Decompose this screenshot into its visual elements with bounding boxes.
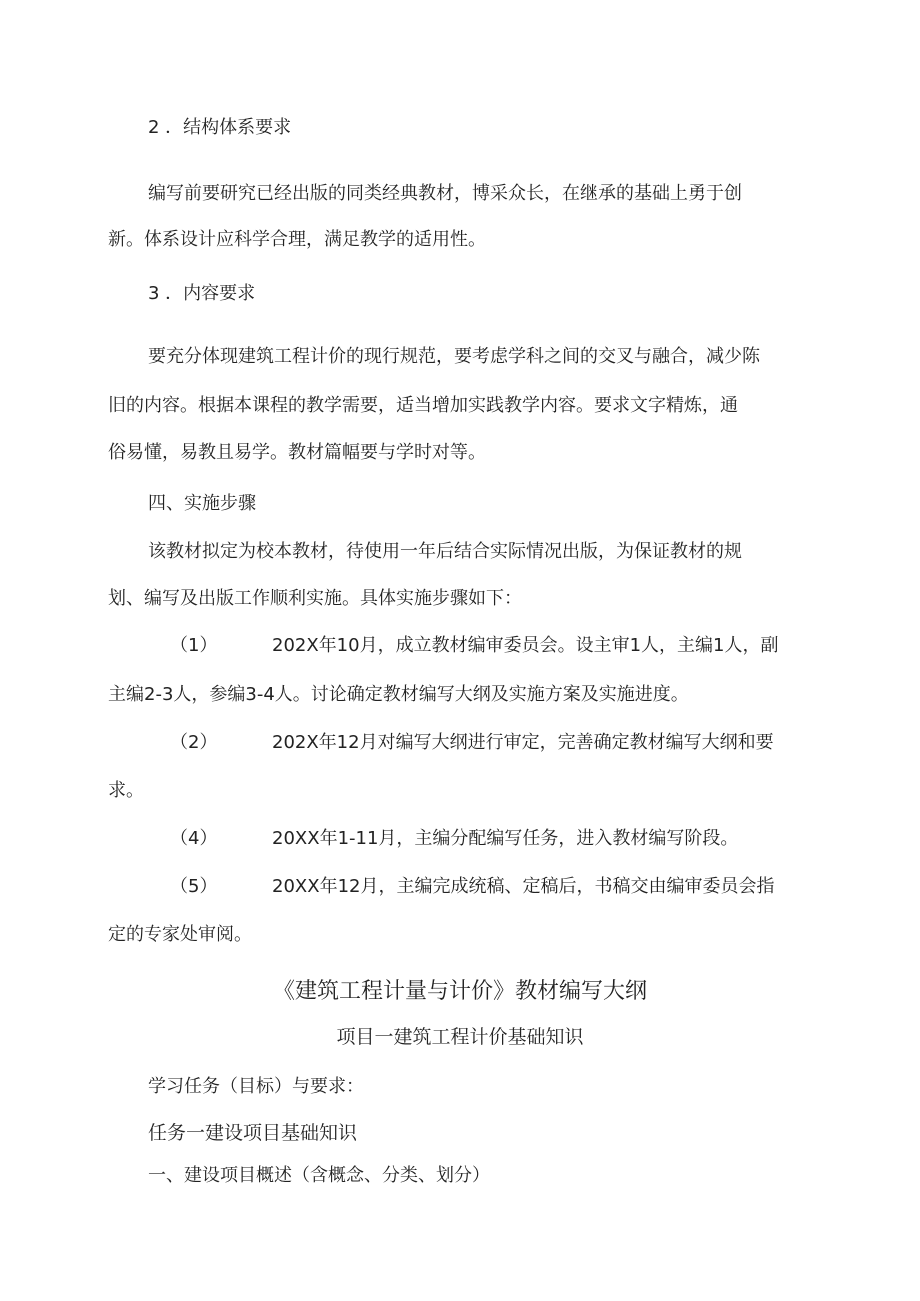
section-heading-content: 3 ．内容要求: [148, 283, 256, 304]
paragraph-line: 新。体系设计应科学合理，满足教学的适用性。: [108, 229, 486, 250]
section-heading-steps: 四、实施步骤: [148, 493, 256, 514]
step-text-continued: 求。: [108, 780, 144, 801]
paragraph-line: 俗易懂，易教且易学。教材篇幅要与学时对等。: [108, 442, 486, 463]
paragraph-line: 划、编写及出版工作顺利实施。具体实施步骤如下：: [108, 588, 522, 609]
step-text-continued: 定的专家处审阅。: [108, 924, 252, 945]
project-heading: 项目一建筑工程计价基础知识: [336, 1026, 584, 1048]
paragraph-line: 要充分体现建筑工程计价的现行规范，要考虑学科之间的交叉与融合，减少陈: [148, 346, 760, 367]
outline-title: 《建筑工程计量与计价》教材编写大纲: [272, 979, 647, 1004]
step-number: （2）: [170, 732, 218, 753]
paragraph-line: 编写前要研究已经出版的同类经典教材，博采众长，在继承的基础上勇于创: [148, 183, 742, 204]
step-number: （5）: [170, 876, 218, 897]
step-number: （4）: [170, 828, 218, 849]
step-text: 202X年10月，成立教材编审委员会。设主审1人，主编1人，副: [272, 635, 779, 656]
step-text-continued: 主编2-3人，参编3-4人。讨论确定教材编写大纲及实施方案及实施进度。: [108, 684, 689, 705]
paragraph-line: 该教材拟定为校本教材，待使用一年后结合实际情况出版，为保证教材的规: [148, 541, 742, 562]
section-heading-structure: 2 ．结构体系要求: [148, 117, 292, 138]
step-text: 202X年12月对编写大纲进行审定，完善确定教材编写大纲和要: [272, 732, 774, 753]
step-number: （1）: [170, 635, 218, 656]
paragraph-line: 旧的内容。根据本课程的教学需要，适当增加实践教学内容。要求文字精炼，通: [108, 395, 738, 416]
task-heading: 任务一建设项目基础知识: [148, 1122, 358, 1144]
tasks-heading: 学习任务（目标）与要求：: [148, 1076, 364, 1097]
step-text: 20XX年12月，主编完成统稿、定稿后，书稿交由编审委员会指: [272, 876, 775, 897]
step-text: 20XX年1-11月，主编分配编写任务，进入教材编写阶段。: [272, 828, 739, 849]
outline-item: 一、建设项目概述（含概念、分类、划分）: [148, 1165, 490, 1186]
